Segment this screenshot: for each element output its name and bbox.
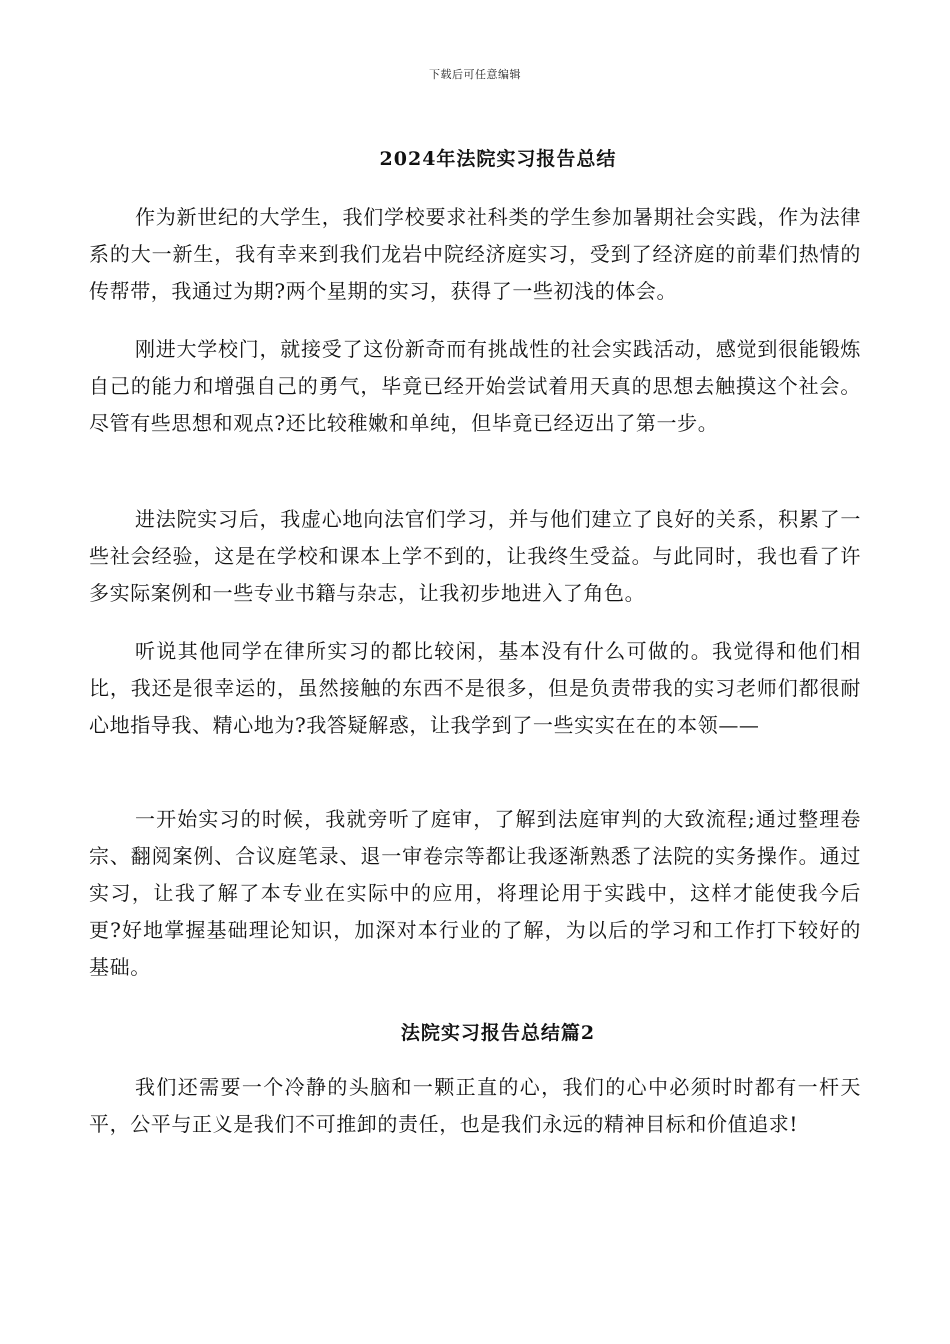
paragraph-3: 进法院实习后，我虚心地向法官们学习，并与他们建立了良好的关系，积累了一些社会经验，这是在学校和课本上学不到的，让我终生受益。与此同时，我也看了许多实际案例和一些专业书籍与杂志，让我初步地进入了角色。: [89, 507, 861, 605]
section-2-paragraph: 我们还需要一个冷静的头脑和一颗正直的心，我们的心中必须时时都有一杆天平，公平与正义是我们不可推卸的责任，也是我们永远的精神目标和价值追求!: [89, 1075, 861, 1136]
paragraph-1: 作为新世纪的大学生，我们学校要求社科类的学生参加暑期社会实践，作为法律系的大一新生，我有幸来到我们龙岩中院经济庭实习，受到了经济庭的前辈们热情的传帮带，我通过为期?两个星期的实习，获得了一些初浅的体会。: [89, 205, 861, 303]
paragraph-5: 一开始实习的时候，我就旁听了庭审，了解到法庭审判的大致流程;通过整理卷宗、翻阅案例、合议庭笔录、退一审卷宗等都让我逐渐熟悉了法院的实务操作。通过实习，让我了解了本专业在实际中的应用，将理论用于实践中，这样才能使我今后更?好地掌握基础理论知识，加深对本行业的了解，为以后的学习和工作打下较好的基础。: [89, 807, 861, 979]
header-note: 下载后可任意编辑: [429, 68, 521, 81]
section-2-title: 法院实习报告总结篇2: [400, 1022, 596, 1044]
paragraph-4: 听说其他同学在律所实习的都比较闲，基本没有什么可做的。我觉得和他们相比，我还是很幸运的，虽然接触的东西不是很多，但是负责带我的实习老师们都很耐心地指导我、精心地为?我答疑解惑，让我学到了一些实实在在的本领——: [89, 639, 861, 737]
document-title: 2024年法院实习报告总结: [379, 148, 617, 170]
paragraph-2: 刚进大学校门，就接受了这份新奇而有挑战性的社会实践活动，感觉到很能锻炼自己的能力和增强自己的勇气，毕竟已经开始尝试着用天真的思想去触摸这个社会。尽管有些思想和观点?还比较稚嫩和单纯，但毕竟已经迈出了第一步。: [89, 337, 861, 435]
